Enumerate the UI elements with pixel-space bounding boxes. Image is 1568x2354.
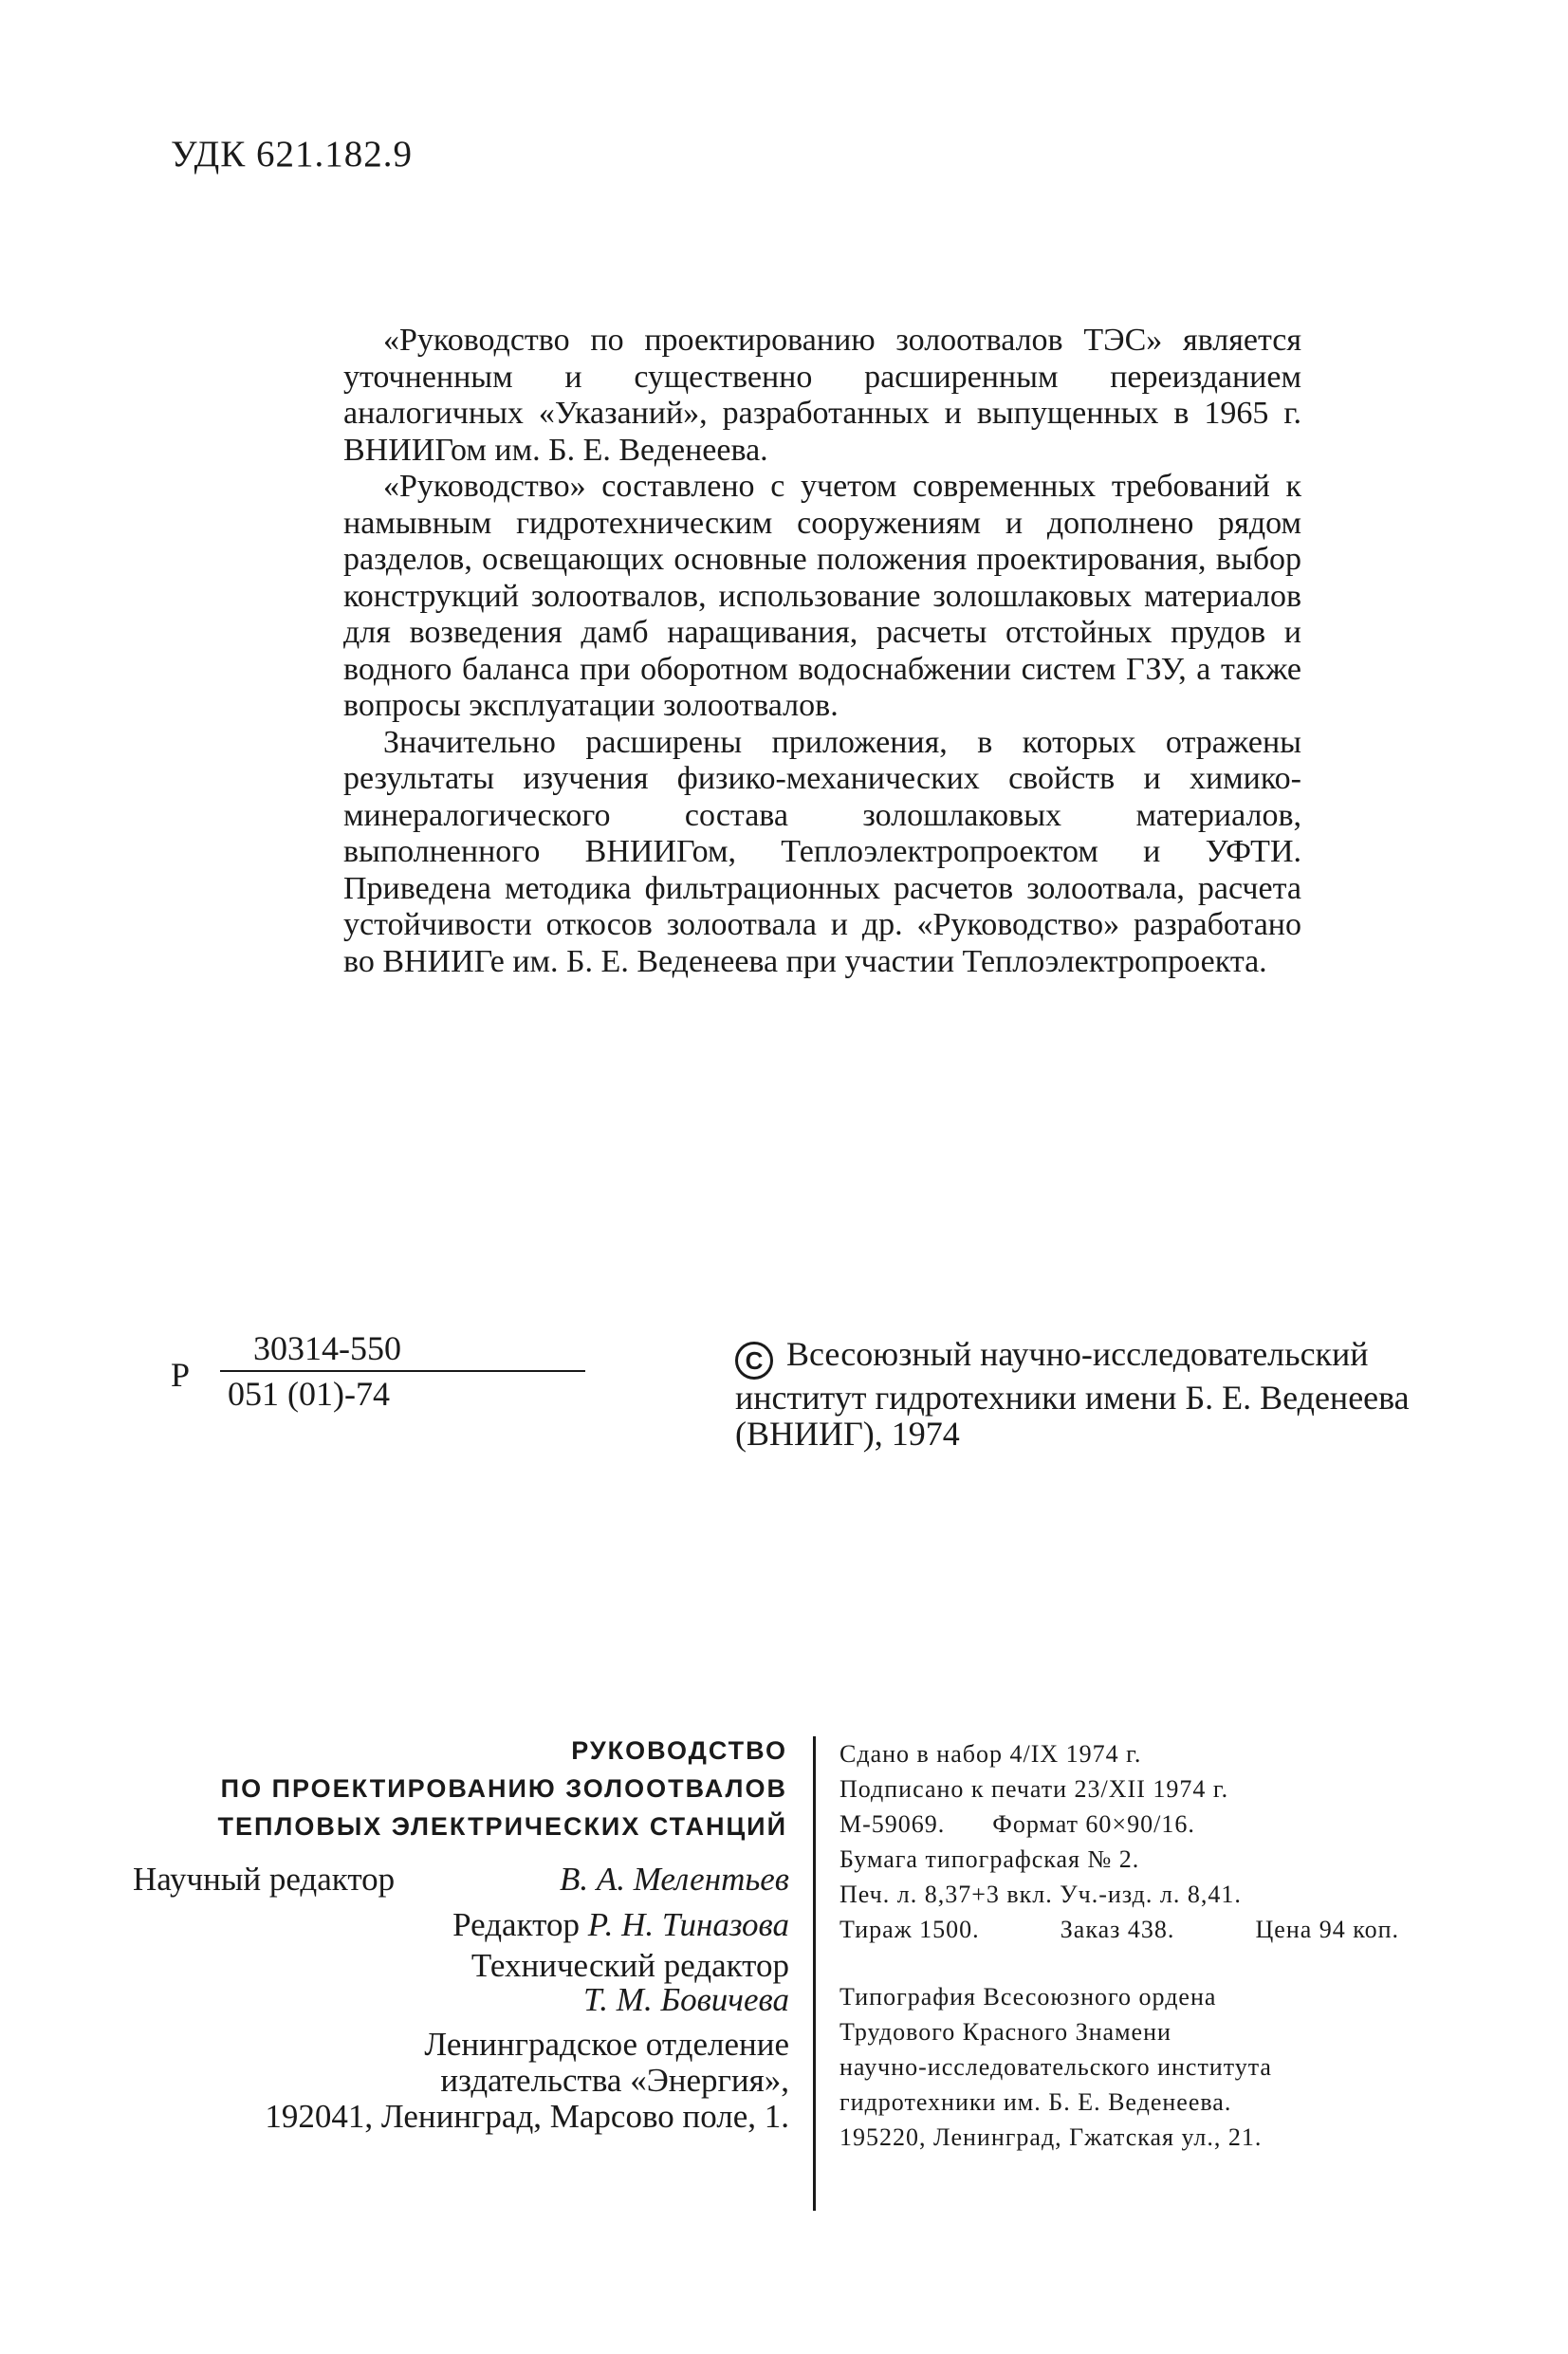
copyright-line: (ВНИИГ), 1974 [735,1415,960,1453]
publishing-index [171,1328,455,1442]
printer-line: Трудового Красного Знамени [839,2018,1171,2046]
credits [133,1860,789,2135]
copyright-icon: С [735,1342,773,1380]
imprint-order: Заказ 438. [1060,1916,1175,1943]
credit-name: Р. Н. Тиназова [587,1906,789,1943]
publisher-line: Ленинградское отделение [424,2026,789,2063]
credit-name: Т. М. Бовичева [583,1981,789,2018]
fraction-line [220,1370,585,1372]
tech-editor-label: Технический редактор [470,1947,789,1984]
copyright-line: институт гидротехники имени Б. Е. Веденеева [735,1379,1410,1417]
printer-line: Типография Всесоюзного ордена [839,1983,1217,2011]
credit-label: Редактор [452,1906,580,1943]
book-title-line: РУКОВОДСТВО [571,1736,787,1765]
imprint-format-row [839,1807,1428,1842]
credit-name: В. А. Мелентьев [559,1861,789,1898]
index-letter: Р [171,1356,191,1394]
index-numerator: 30314-550 [253,1329,401,1367]
scientific-editor [133,1860,789,1900]
imprint-line: Сдано в набор 4/IX 1974 г. [839,1740,1142,1768]
annotation-paragraph: «Руководство» составлено с учетом современных требований к намывным гидротехническим сооружениям и дополнено рядом разделов, освещающих основные положения проектирования, выбор конструкций золоотвалов, использование золошлаковых материалов для возведения дамб наращивания, расчеты отстойных прудов и водного баланса при оборотном водоснабжении систем ГЗУ, а также вопросы эксплуатации золоотвалов. [343,469,1301,723]
imprint-code: М-59069. [839,1810,946,1838]
column-divider [813,1736,816,2211]
imprint-circulation: Тираж 1500. [839,1916,980,1943]
annotation-paragraph: Значительно расширены приложения, в которых отражены результаты изучения физико-механических свойств и химико-минералогического состава золошлаковых материалов, выполненного ВНИИГом, Теплоэлектропроектом и УФТИ. Приведена методика фильтрационных расчетов золоотвала, расчета устойчивости откосов золоотвала и др. «Руководство» разработано во ВНИИГе им. Б. Е. Веденеева при участии Теплоэлектропроекта. [343,724,1301,979]
imprint-line: Печ. л. 8,37+3 вкл. Уч.-изд. л. 8,41. [839,1881,1242,1908]
index-denominator: 051 (01)-74 [228,1375,390,1413]
annotation-paragraph: «Руководство по проектированию золоотвалов ТЭС» является уточненным и существенно расширенным переизданием аналогичных «Указаний», разработанных и выпущенных в 1965 г. ВНИИГом им. Б. Е. Веденеева. [343,323,1301,468]
spacer [839,1947,1428,1979]
book-title-line: ТЕПЛОВЫХ ЭЛЕКТРИЧЕСКИХ СТАНЦИЙ [217,1812,787,1841]
imprint [839,1736,1428,2155]
book-title [133,1732,787,1845]
editor [133,1905,789,1945]
publisher-line: издательства «Энергия», [440,2062,789,2099]
annotation [343,323,1301,980]
printer-line: 195220, Ленинград, Гжатская ул., 21. [839,2123,1263,2151]
copyright-line: Всесоюзный научно-исследовательский [786,1335,1369,1373]
imprint-line: Бумага типографская № 2. [839,1845,1140,1873]
credit-label: Научный редактор [133,1861,396,1898]
imprint-line: Подписано к печати 23/XII 1974 г. [839,1775,1229,1803]
printer-line: научно-исследовательского института [839,2053,1272,2081]
copyright-notice [735,1336,1456,1452]
imprint-circulation-row [839,1912,1399,1947]
publisher-line: 192041, Ленинград, Марсово поле, 1. [265,2098,789,2135]
book-title-line: ПО ПРОЕКТИРОВАНИЮ ЗОЛООТВАЛОВ [220,1774,787,1803]
printer-line: гидротехники им. Б. Е. Веденеева. [839,2088,1232,2116]
tech-editor-name [133,1983,789,2017]
imprint-price: Цена 94 коп. [1255,1916,1399,1943]
imprint-format: Формат 60×90/16. [992,1810,1195,1838]
udk-code: УДК 621.182.9 [171,134,414,175]
